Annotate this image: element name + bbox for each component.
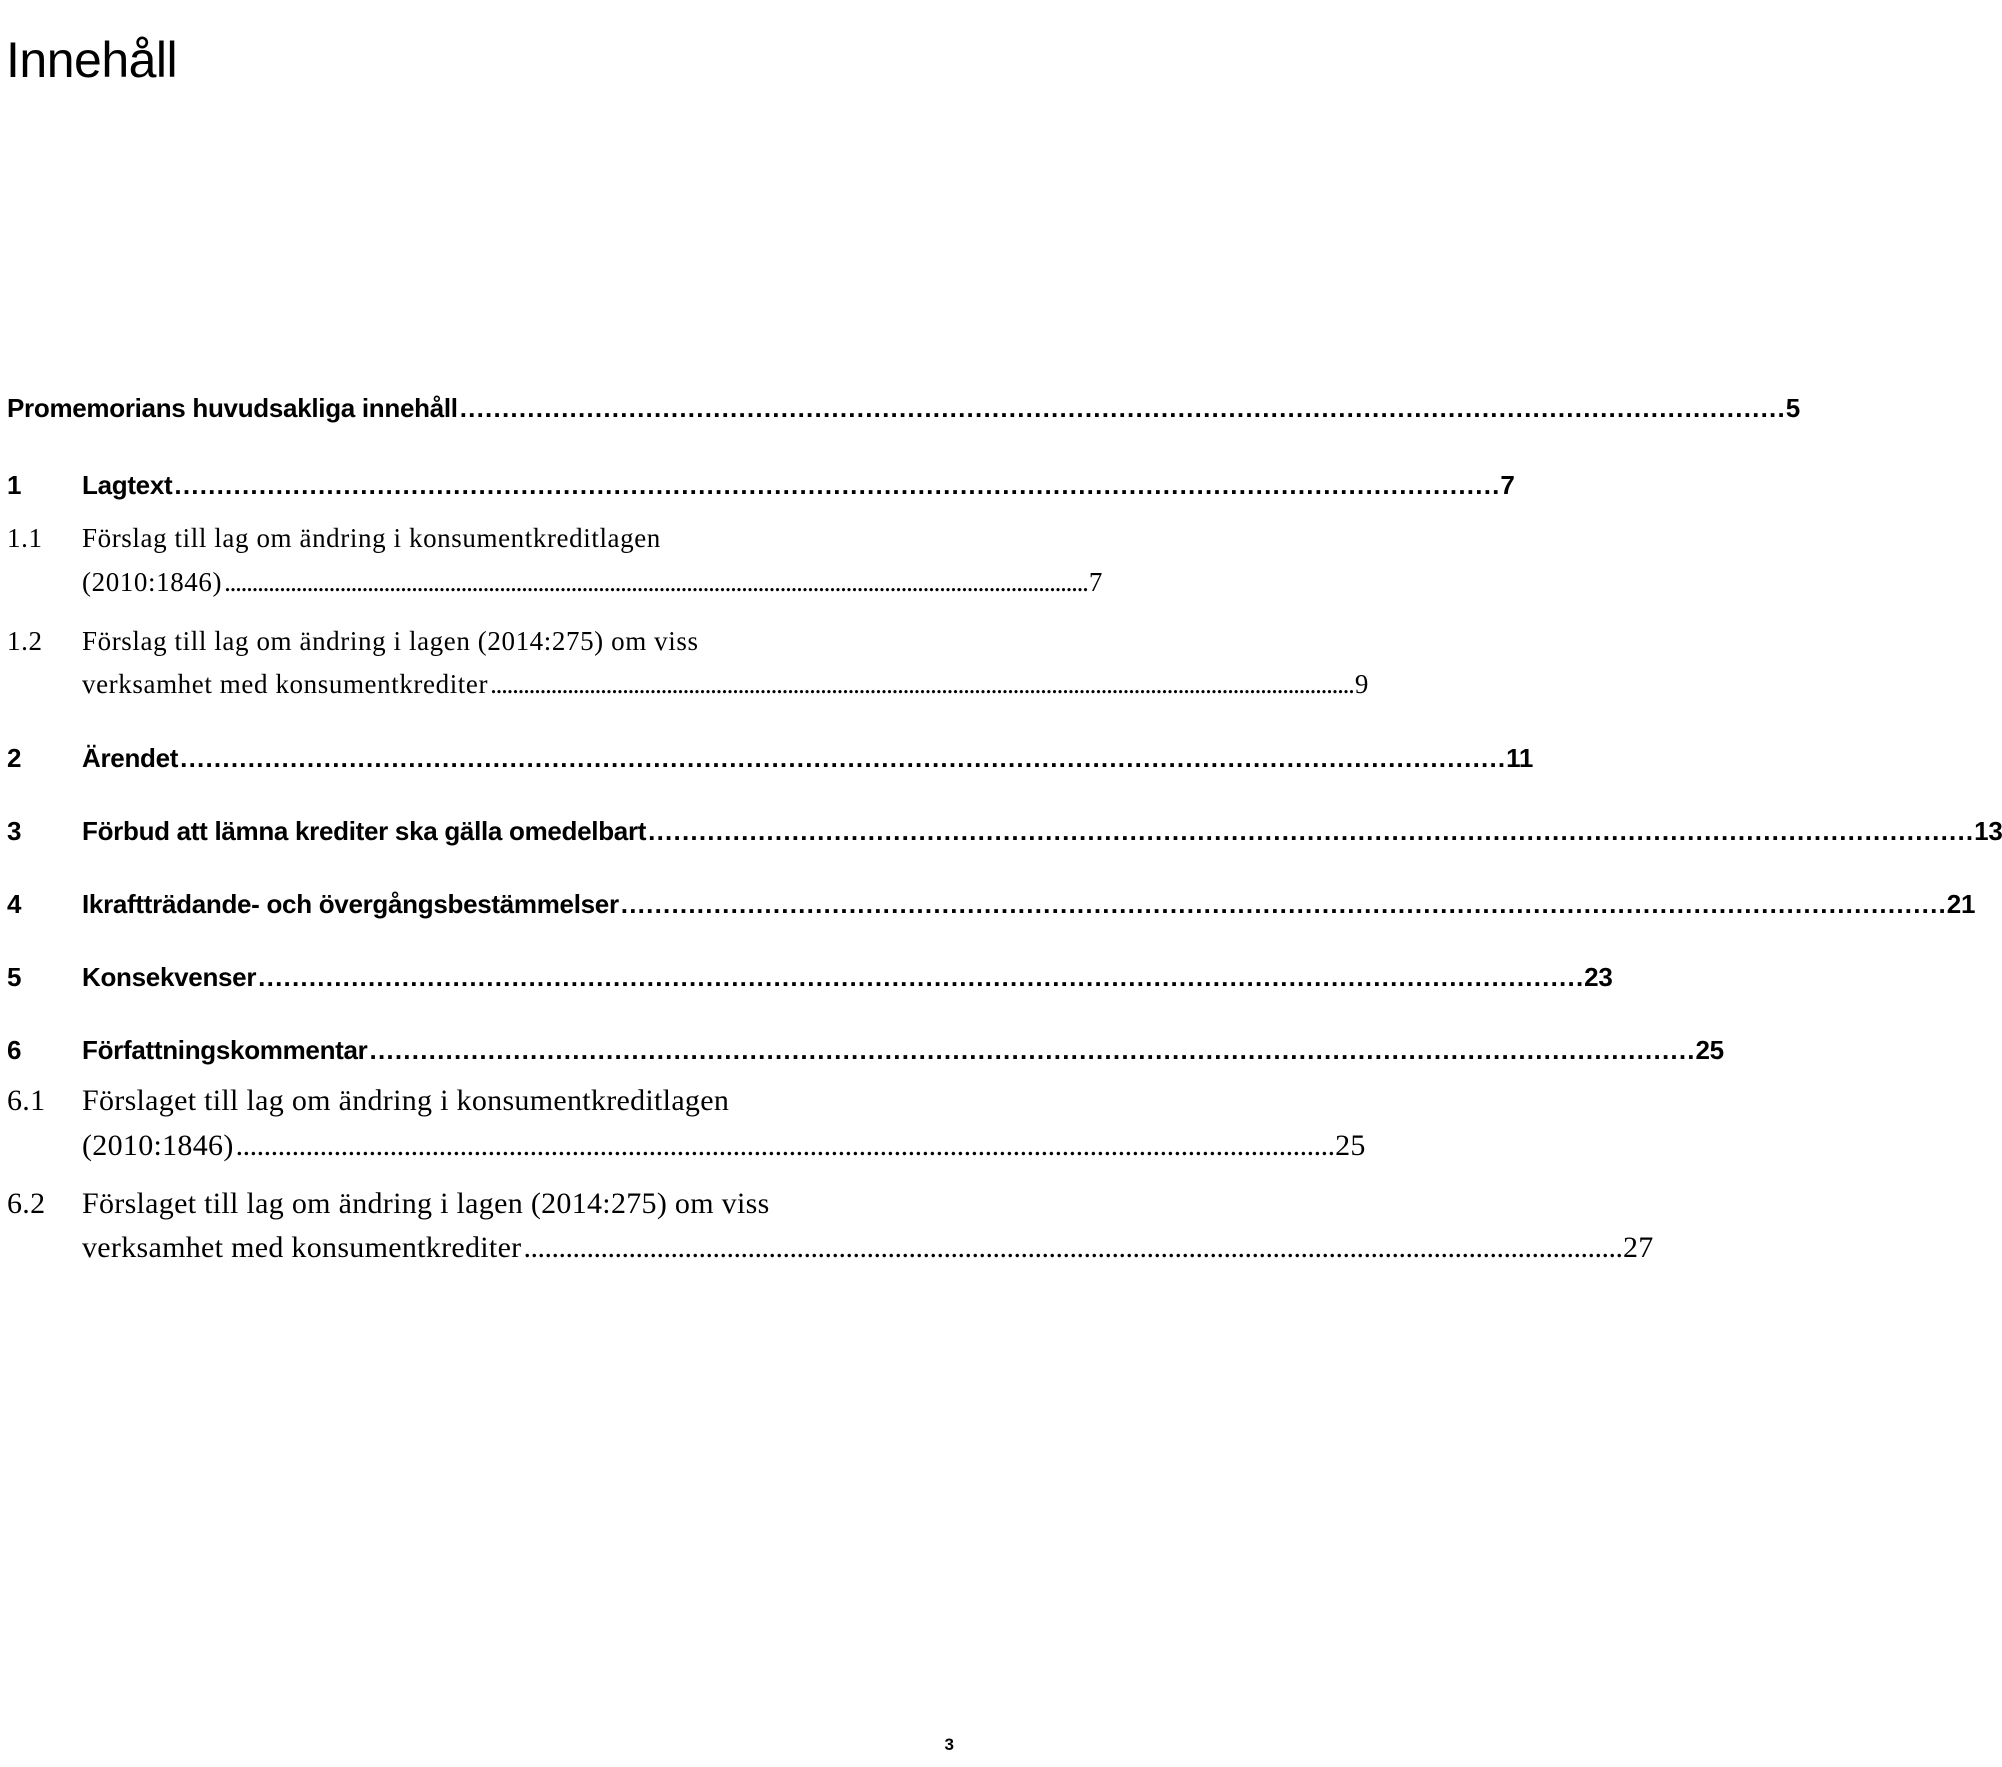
toc-entry-1-1[interactable] [7,523,953,554]
toc-entry-6-2[interactable] [7,1187,953,1221]
toc-entry-6-2-continuation[interactable] [82,1231,1654,1265]
toc-entry-page: 23 [1584,962,1613,992]
toc-entry-title: Författningskommentar [82,1035,368,1065]
toc-entry-title-continuation: (2010:1846) [82,1129,234,1162]
toc-entry-1-1-continuation[interactable] [82,567,1103,598]
toc-entry-number: 3 [7,816,22,846]
toc-entry-title: Ärendet [82,743,179,773]
toc-entry-number: 6 [7,1035,22,1065]
toc-entry-title-continuation: verksamhet med konsumentkrediter [82,1231,522,1264]
toc-entry-title-continuation: (2010:1846) [82,567,223,597]
toc-entry-title: Förslag till lag om ändring i konsumentkreditlagen [82,523,661,553]
toc-entry-number: 1.2 [7,626,43,656]
toc-leader-dots [236,1129,1332,1163]
toc-entry-title: Promemorians huvudsakliga innehåll [7,393,458,423]
toc-leader-dots [224,567,1085,598]
toc-entry-4[interactable] [7,889,1976,920]
toc-entry-number: 6.1 [7,1084,46,1117]
toc-entry-6-1[interactable] [7,1084,953,1118]
toc-entry-title: Lagtext [82,470,173,500]
toc-leader-dots [490,669,1351,700]
toc-entry-number: 2 [7,743,22,773]
toc-entry-number: 6.2 [7,1187,46,1220]
toc-entry-page: 25 [1335,1129,1366,1162]
toc-entry-page: 7 [1500,470,1515,500]
toc-entry-number: 5 [7,962,22,992]
toc-leader-dots [174,470,1496,501]
toc-entry-page: 7 [1088,567,1103,597]
toc-entry-title: Förslag till lag om ändring i lagen (2014:275) om viss [82,626,699,656]
toc-entry-title: Förbud att lämna krediter ska gälla omedelbart [82,816,647,846]
toc-entry-page: 13 [1974,816,2002,846]
toc-entry-page: 9 [1354,669,1369,699]
toc-entry-5[interactable] [7,962,1613,993]
toc-entry-1[interactable] [7,470,1515,501]
toc-entry-page: 25 [1695,1035,1724,1065]
page-title: Innehåll [6,31,178,88]
toc-entry-number: 1.1 [7,523,43,553]
toc-entry-title-continuation: verksamhet med konsumentkrediter [82,669,489,699]
footer-page-number: 3 [944,1735,954,1754]
toc-entry-title: Konsekvenser [82,962,257,992]
toc-leader-dots [523,1231,1619,1265]
toc-leader-dots [648,816,1970,847]
toc-entry-number: 4 [7,889,22,919]
toc-leader-dots [180,743,1502,774]
toc-entry-number: 1 [7,470,22,500]
toc-leader-dots [258,962,1580,993]
toc-leader-dots [460,393,1782,424]
toc-entry-2[interactable] [7,743,1534,774]
toc-entry-page: 21 [1946,889,1976,919]
toc-leader-dots [370,1035,1692,1066]
toc-entry-6-1-continuation[interactable] [82,1129,1366,1163]
toc-entry-title: Förslaget till lag om ändring i konsumentkreditlagen [82,1084,730,1117]
toc-entry-summary[interactable] [7,393,1800,424]
toc-entry-1-2[interactable] [7,626,953,657]
toc-leader-dots [621,889,1943,920]
toc-entry-page: 27 [1622,1231,1654,1264]
toc-entry-page: 11 [1506,743,1534,773]
toc-entry-page: 5 [1785,393,1800,423]
toc-entry-1-2-continuation[interactable] [82,669,1369,700]
toc-entry-3[interactable] [7,816,2002,847]
toc-entry-title: Ikraftträdande- och övergångsbestämmelser [82,889,619,919]
toc-entry-title: Förslaget till lag om ändring i lagen (2014:275) om viss [82,1187,770,1220]
toc-entry-6[interactable] [7,1035,1724,1066]
